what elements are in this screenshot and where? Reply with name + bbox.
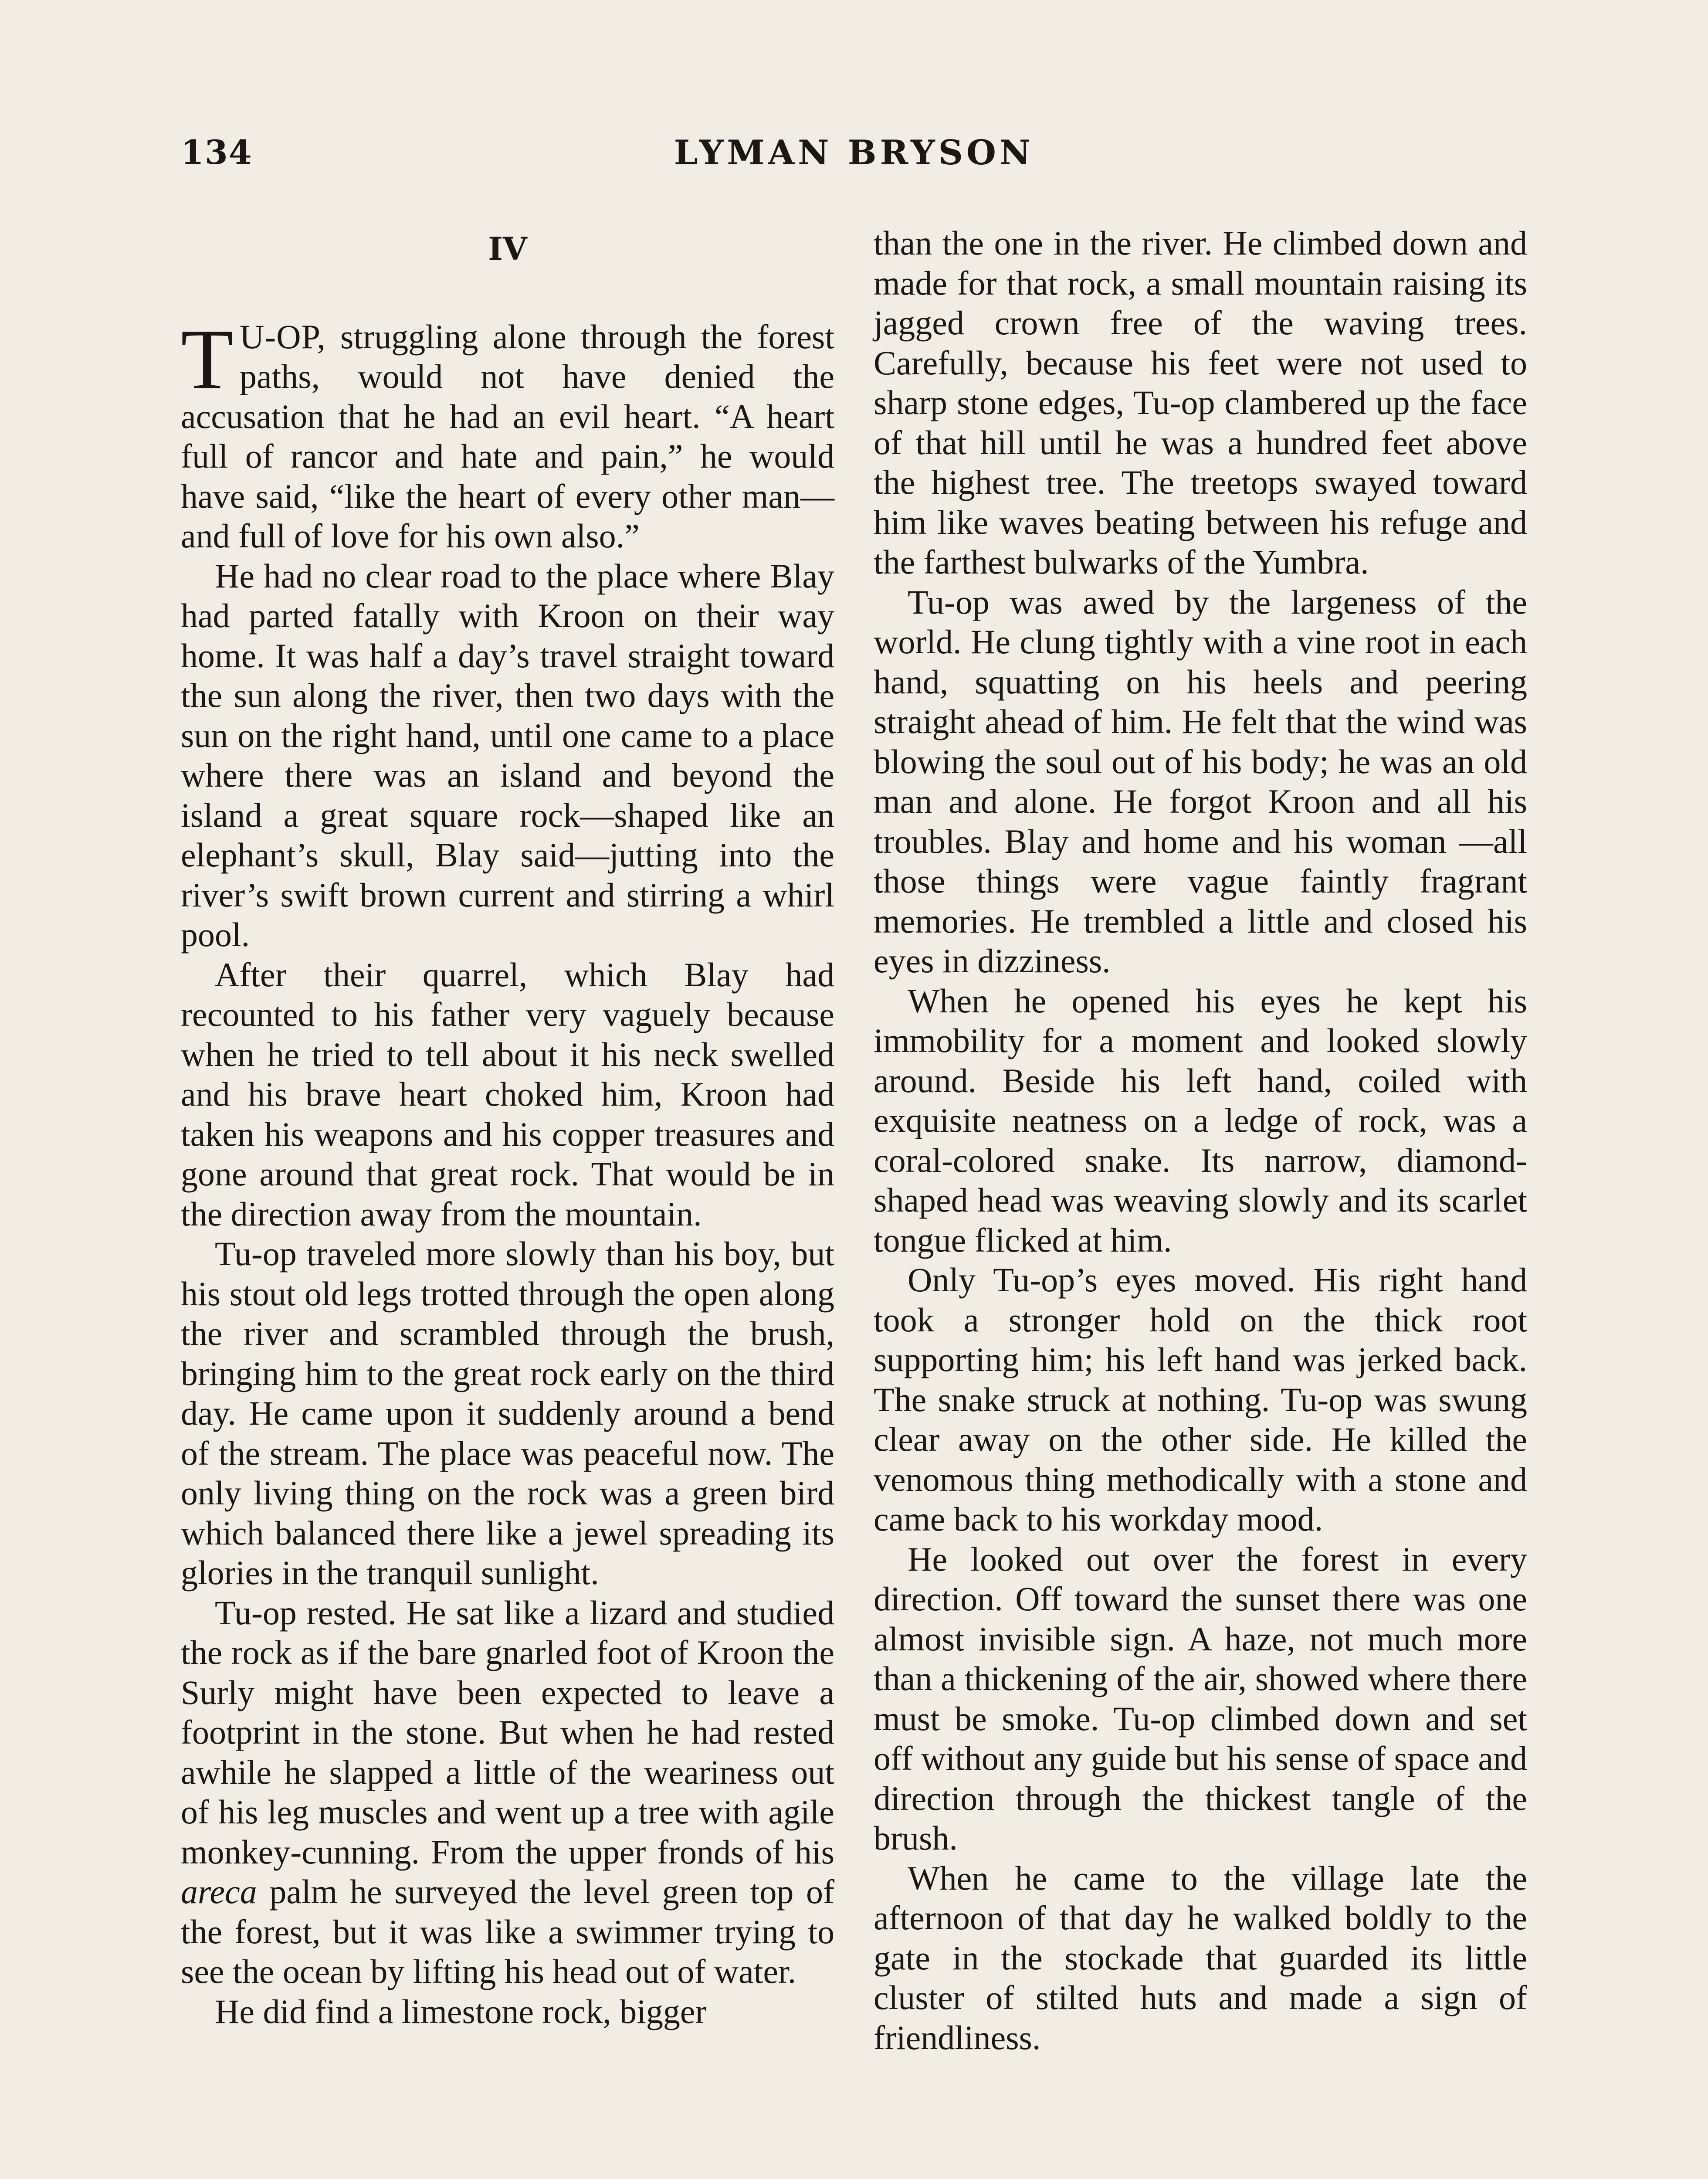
drop-cap: T (181, 311, 234, 407)
paragraph: than the one in the river. He climbed down and made for that rock, a small mountain raising its jagged crown free of the waving trees. Carefully, because his feet were not used to sharp stone edges, Tu-op clambered up the face of that hill until he was a hundred feet above the highest tree. The treetops swayed toward him like waves beating between his refuge and the farthest bulwarks of the Yumbra. (874, 224, 1527, 581)
opening-lead: U-OP, (239, 317, 326, 356)
page-header (181, 133, 1527, 185)
opening-text: struggling alone through the forest paths, would not have denied the accusation that he had an evil heart. “A heart full of rancor and hate and pain,” he would have said, “like the heart of every other man—and full of love for his own also.” (181, 317, 834, 555)
page-number: 134 (181, 133, 253, 172)
paragraph: Tu-op traveled more slowly than his boy, but his stout old legs trotted through the open along the river and scrambled through the brush, bringing him to the great rock early on the third day. He came upon it suddenly around a bend of the stream. The place was peaceful now. The only living thing on the rock was a green bird which balanced there like a jewel spreading its glories in the tranquil sunlight. (181, 1235, 834, 1592)
paragraph (181, 1593, 834, 1992)
paragraph: Tu-op was awed by the largeness of the world. He clung tightly with a vine root in each hand, squatting on his heels and peering straight ahead of him. He felt that the wind was blowing the soul out of his body; he was an old man and alone. He forgot Kroon and all his troubles. Blay and home and his woman —all those things were vague faintly fragrant memories. He trembled a little and closed his eyes in dizziness. (874, 583, 1527, 980)
paragraph: He had no clear road to the place where Blay had parted fatally with Kroon on their way home. It was half a day’s travel straight toward the sun along the river, then two days with the sun on the right hand, until one came to a place where there was an island and beyond the island a great square rock—shaped like an elephant’s skull, Blay said—jutting into the river’s swift brown current and stirring a whirl pool. (181, 557, 834, 954)
left-column (181, 229, 834, 2031)
paragraph: When he came to the village late the afternoon of that day he walked boldly to the gate in the stockade that guarded its little cluster of stilted huts and made a sign of friendliness. (874, 1859, 1527, 2057)
paragraph-text: Tu-op rested. He sat like a lizard and studied the rock as if the bare gnarled foot of Kroon the Surly might have been expected to leave a footprint in the stone. But when he had rested awhile he slapped a little of the weariness out of his leg muscles and went up a tree with agile monkey-cunning. From the upper fronds of his (181, 1593, 834, 1871)
running-head: LYMAN BRYSON (674, 133, 1034, 173)
paragraph: He looked out over the forest in every direction. Off toward the sunset there was one almost invisible sign. A haze, not much more than a thickening of the air, showed where there must be smoke. Tu-op climbed down and set off without any guide but his sense of space and direction through the thickest tangle of the brush. (874, 1540, 1527, 1857)
section-heading: IV (488, 230, 527, 267)
right-column (874, 223, 1527, 2057)
paragraph: After their quarrel, which Blay had recounted to his father very vaguely because when he tried to tell about it his neck swelled and his brave heart choked him, Kroon had taken his weapons and his copper treasures and gone around that great rock. That would be in the direction away from the mountain. (181, 955, 834, 1233)
italic-word: areca (181, 1873, 257, 1911)
opening-paragraph (181, 311, 834, 556)
paragraph: When he opened his eyes he kept his immobility for a moment and looked slowly around. Beside his left hand, coiled with exquisite neatness on a ledge of rock, was a coral-colored snake. Its narrow, diamond-shaped head was weaving slowly and its scarlet tongue flicked at him. (874, 981, 1527, 1259)
paragraph: He did find a limestone rock, bigger (215, 1992, 707, 2030)
paragraph: Only Tu-op’s eyes moved. His right hand took a stronger hold on the thick root supporting him; his left hand was jerked back. The snake struck at nothing. Tu-op was swung clear away on the other side. He killed the venomous thing methodically with a stone and came back to his workday mood. (874, 1261, 1527, 1538)
paragraph-text: palm he surveyed the level green top of the forest, but it was like a swimmer trying to see the ocean by lifting his head out of water. (181, 1873, 834, 1990)
